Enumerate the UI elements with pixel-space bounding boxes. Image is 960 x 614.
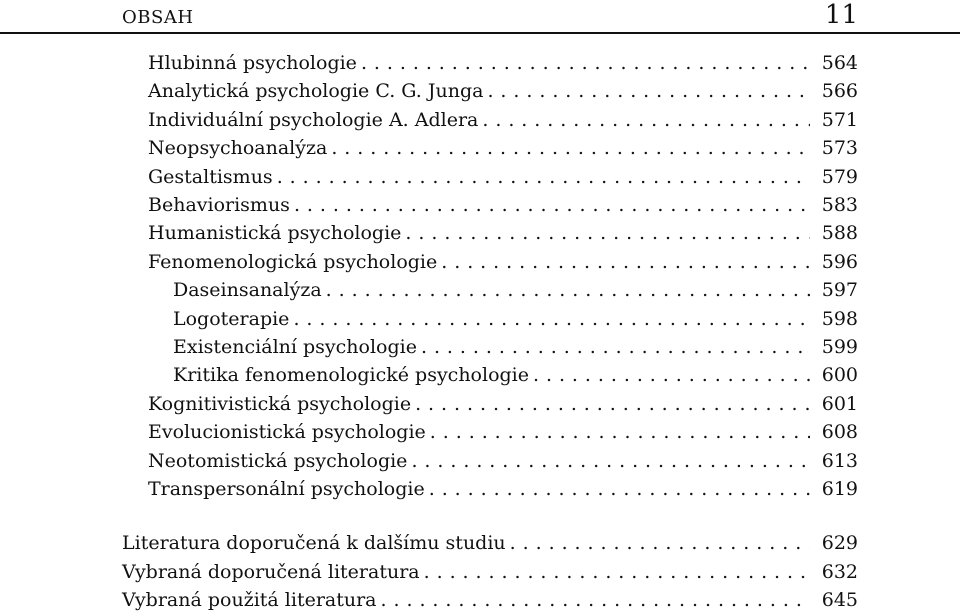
toc-entry-page: 571 <box>821 109 858 131</box>
toc-entry-page: 601 <box>821 393 858 415</box>
toc-entry <box>148 163 858 191</box>
toc-entry-title: Gestaltismus <box>148 166 273 188</box>
toc-entry-page: 566 <box>821 80 858 102</box>
toc-entry <box>148 219 858 247</box>
dot-leader <box>421 333 810 361</box>
toc-entry <box>122 529 858 557</box>
toc-entry-title: Daseinsanalýza <box>173 279 322 301</box>
page-number: 11 <box>824 0 858 30</box>
toc-entry-title: Kognitivistická psychologie <box>148 393 412 415</box>
dot-leader <box>405 219 810 247</box>
toc-entry <box>148 390 858 418</box>
toc-entry <box>148 77 858 105</box>
toc-entry-page: 645 <box>821 589 858 611</box>
dot-leader <box>381 586 810 614</box>
toc-entry <box>148 106 858 134</box>
page-header <box>0 0 960 34</box>
toc-entry <box>173 276 858 304</box>
toc-entry <box>122 586 858 614</box>
dot-leader <box>415 390 810 418</box>
dot-leader <box>326 276 810 304</box>
toc-entry-title: Individuální psychologie A. Adlera <box>148 109 479 131</box>
toc-entry <box>173 305 858 333</box>
dot-leader <box>411 447 810 475</box>
toc-entry <box>148 447 858 475</box>
dot-leader <box>487 77 810 105</box>
toc-entry-title: Existenciální psychologie <box>173 336 417 358</box>
toc-entry-title: Neopsychoanalýza <box>148 137 328 159</box>
toc-entry-title: Transpersonální psychologie <box>148 478 425 500</box>
toc-entry-title: Literatura doporučená k dalšímu studiu <box>122 532 506 554</box>
dot-leader <box>441 248 810 276</box>
toc-entry-page: 599 <box>821 336 858 358</box>
toc-entry-page: 597 <box>821 279 858 301</box>
toc-entry-page: 608 <box>821 421 858 443</box>
toc-entry-page: 632 <box>821 561 858 583</box>
toc-entry-title: Vybraná použitá literatura <box>122 589 377 611</box>
dot-leader <box>510 529 810 557</box>
toc-entry-page: 588 <box>821 222 858 244</box>
toc-entry-page: 629 <box>821 532 858 554</box>
toc-entry-title: Fenomenologická psychologie <box>148 251 438 273</box>
toc-entry-page: 619 <box>821 478 858 500</box>
toc-entry-page: 598 <box>821 308 858 330</box>
toc-entry <box>148 475 858 503</box>
toc-entry-page: 596 <box>821 251 858 273</box>
toc-entry-page: 564 <box>821 52 858 74</box>
toc-entry <box>122 558 858 586</box>
toc-entry <box>148 191 858 219</box>
toc-entry <box>148 418 858 446</box>
toc-entry-title: Analytická psychologie C. G. Junga <box>148 80 484 102</box>
toc-entry-page: 583 <box>821 194 858 216</box>
toc-entry-title: Humanistická psychologie <box>148 222 402 244</box>
dot-leader <box>331 134 810 162</box>
toc-entry <box>148 134 858 162</box>
toc-entry <box>148 248 858 276</box>
dot-leader <box>482 106 810 134</box>
toc-entry-title: Evolucionistická psychologie <box>148 421 426 443</box>
dot-leader <box>424 558 810 586</box>
dot-leader <box>361 49 810 77</box>
dot-leader <box>533 361 810 389</box>
dot-leader <box>277 163 810 191</box>
toc-entry-title: Vybraná doporučená literatura <box>122 561 420 583</box>
toc-entry <box>173 333 858 361</box>
toc-entry-title: Hlubinná psychologie <box>148 52 357 74</box>
toc-entry-title: Behaviorismus <box>148 194 290 216</box>
toc-entry-page: 579 <box>821 166 858 188</box>
toc-entry-title: Logoterapie <box>173 308 290 330</box>
toc-entry-title: Neotomistická psychologie <box>148 450 408 472</box>
toc-entry-title: Kritika fenomenologické psychologie <box>173 364 529 386</box>
toc-entry <box>148 49 858 77</box>
dot-leader <box>294 191 810 219</box>
section-title: OBSAH <box>122 7 194 28</box>
toc-entry <box>173 361 858 389</box>
toc-entry-page: 613 <box>821 450 858 472</box>
toc-entry-page: 600 <box>821 364 858 386</box>
toc-entry-page: 573 <box>821 137 858 159</box>
dot-leader <box>430 418 810 446</box>
dot-leader <box>293 305 810 333</box>
dot-leader <box>429 475 810 503</box>
